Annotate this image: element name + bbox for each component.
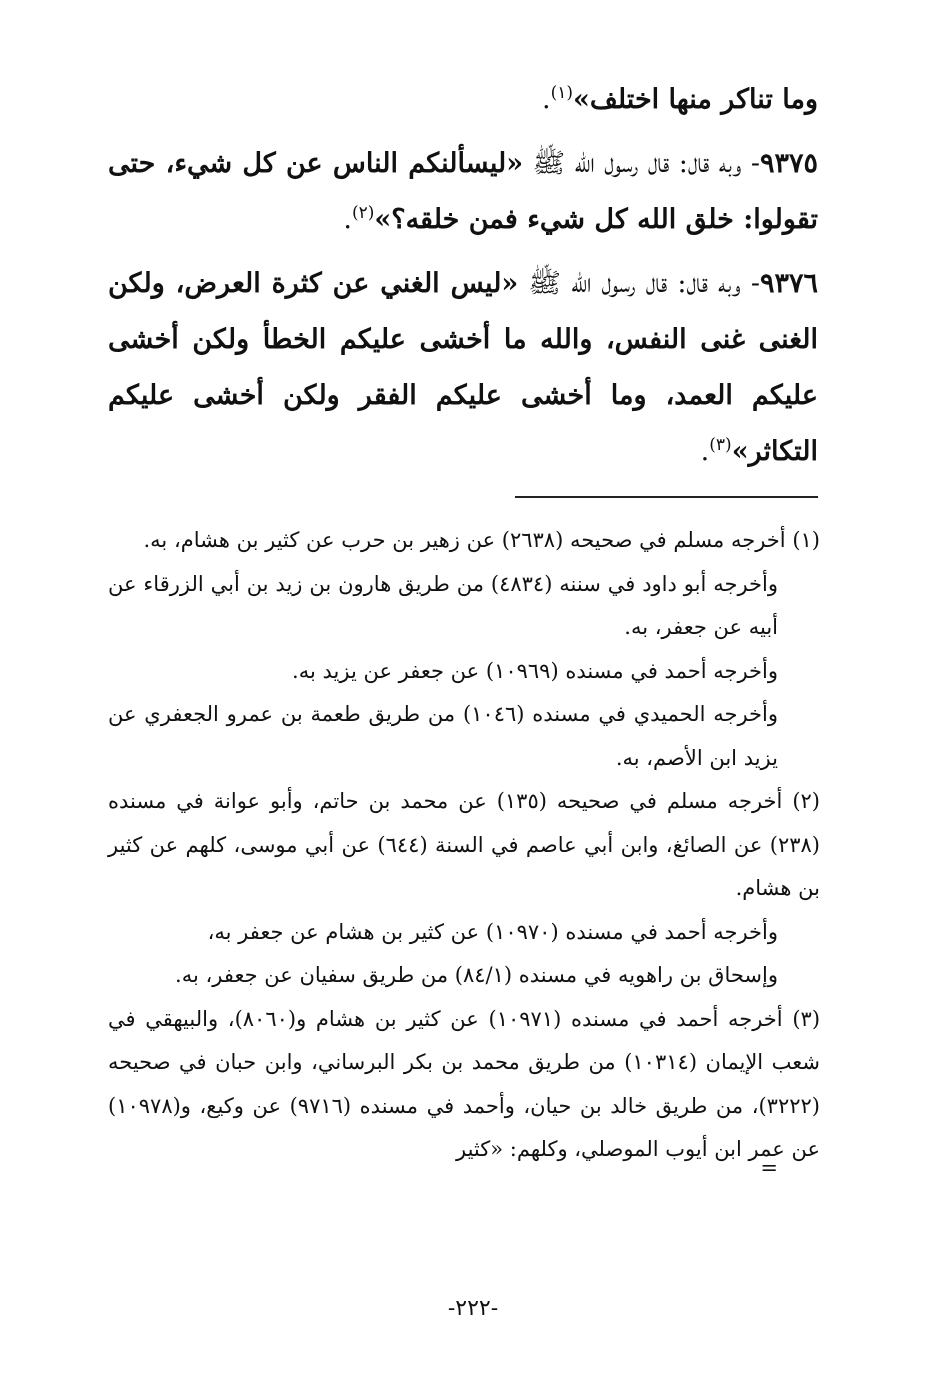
- intro-line: [108, 72, 818, 128]
- footnote-ref-2: (٢): [351, 203, 375, 223]
- footnote-1-line: وأخرجه أبو داود في سننه (٤٨٣٤) من طريق هارون بن زيد بن أبي الزرقاء عن أبيه عن جعفر، به.: [108, 571, 778, 639]
- footnote-1: [108, 519, 820, 563]
- hadith-9375: [108, 136, 818, 248]
- hadith-9376: [108, 256, 818, 480]
- footnote-2-line: وإسحاق بن راهويه في مسنده (٨٤/١) من طريق سفيان عن جعفر، به.: [175, 963, 778, 987]
- footnote-1-text: أخرجه مسلم في صحيحه (٢٦٣٨) عن زهير بن حرب عن كثير بن هشام، به.: [143, 528, 786, 552]
- footnote-2-line: وأخرجه أحمد في مسنده (١٠٩٧٠) عن كثير بن هشام عن جعفر به،: [207, 919, 778, 944]
- hadith-text-9375: «ليسألنكم الناس عن كل شيء، حتى تقولوا: خلق الله كل شيء فمن خلقه؟»: [108, 148, 818, 235]
- footnote-1-line: وأخرجه الحميدي في مسنده (١٠٤٦) من طريق طعمة بن عمرو الجعفري عن يزيد ابن الأصم، به.: [108, 702, 778, 770]
- hadith-period-9376: .: [700, 436, 710, 467]
- footnote-1-line: وأخرجه أحمد في مسنده (١٠٩٦٩) عن جعفر عن يزيد به.: [292, 658, 778, 683]
- hadith-lead-9375: - وبه قال: قال رسول الله ﷺ: [523, 148, 760, 179]
- footnote-ref-3: (٣): [709, 435, 732, 455]
- footnote-label-1: (١): [792, 528, 820, 552]
- main-text: [108, 72, 818, 488]
- intro-text: وما تناكر منها اختلف»: [573, 84, 818, 115]
- page-number: [0, 1296, 946, 1321]
- footnote-3-text: أخرجه أحمد في مسنده (١٠٩٧١) عن كثير بن هشام و(٨٠٦٠)، والبيهقي في شعب الإيمان (١٠٣١٤) من طريق محمد بن بكر البرساني، وابن حبان في صحيحه (٣٢٢٢)، من طريق خالد بن حيان، وأحمد في مسنده (٩٧١٦) عن وكيع، و(١٠٩٧٨) عن عمر ابن أيوب الموصلي، وكلهم: «كثير: [108, 1006, 821, 1161]
- footnote-label-3: (٣): [792, 1006, 821, 1031]
- footnote-3: [108, 998, 820, 1172]
- page-number-text: -٢٢٢-: [447, 1296, 499, 1321]
- hadith-lead-9376: - وبه قال: قال رسول الله ﷺ: [518, 268, 760, 299]
- hadith-number-9376: ٩٣٧٦: [759, 268, 818, 299]
- continuation-mark: =: [760, 1155, 778, 1180]
- footnote-2: [108, 780, 820, 911]
- footnote-divider: [515, 496, 818, 498]
- hadith-text-9376: «ليس الغني عن كثرة العرض، ولكن الغنى غنى النفس، والله ما أخشى عليكم الخطأ ولكن أخشى عليكم العمد، وما أخشى عليكم الفقر ولكن أخشى عليكم التكاثر»: [108, 268, 818, 467]
- footnote-ref-1: (١): [550, 83, 574, 103]
- hadith-number-9375: ٩٣٧٥: [759, 148, 818, 179]
- footnote-label-2: (٢): [792, 789, 820, 813]
- footnotes: [108, 519, 820, 1178]
- hadith-period-9375: .: [343, 204, 352, 235]
- intro-period: .: [542, 84, 551, 115]
- footnote-2-text: أخرجه مسلم في صحيحه (١٣٥) عن محمد بن حاتم، وأبو عوانة في مسنده (٢٣٨) عن الصائغ، وابن أبي عاصم في السنة (٦٤٤) عن أبي موسى، كلهم عن كثير بن هشام.: [108, 789, 820, 900]
